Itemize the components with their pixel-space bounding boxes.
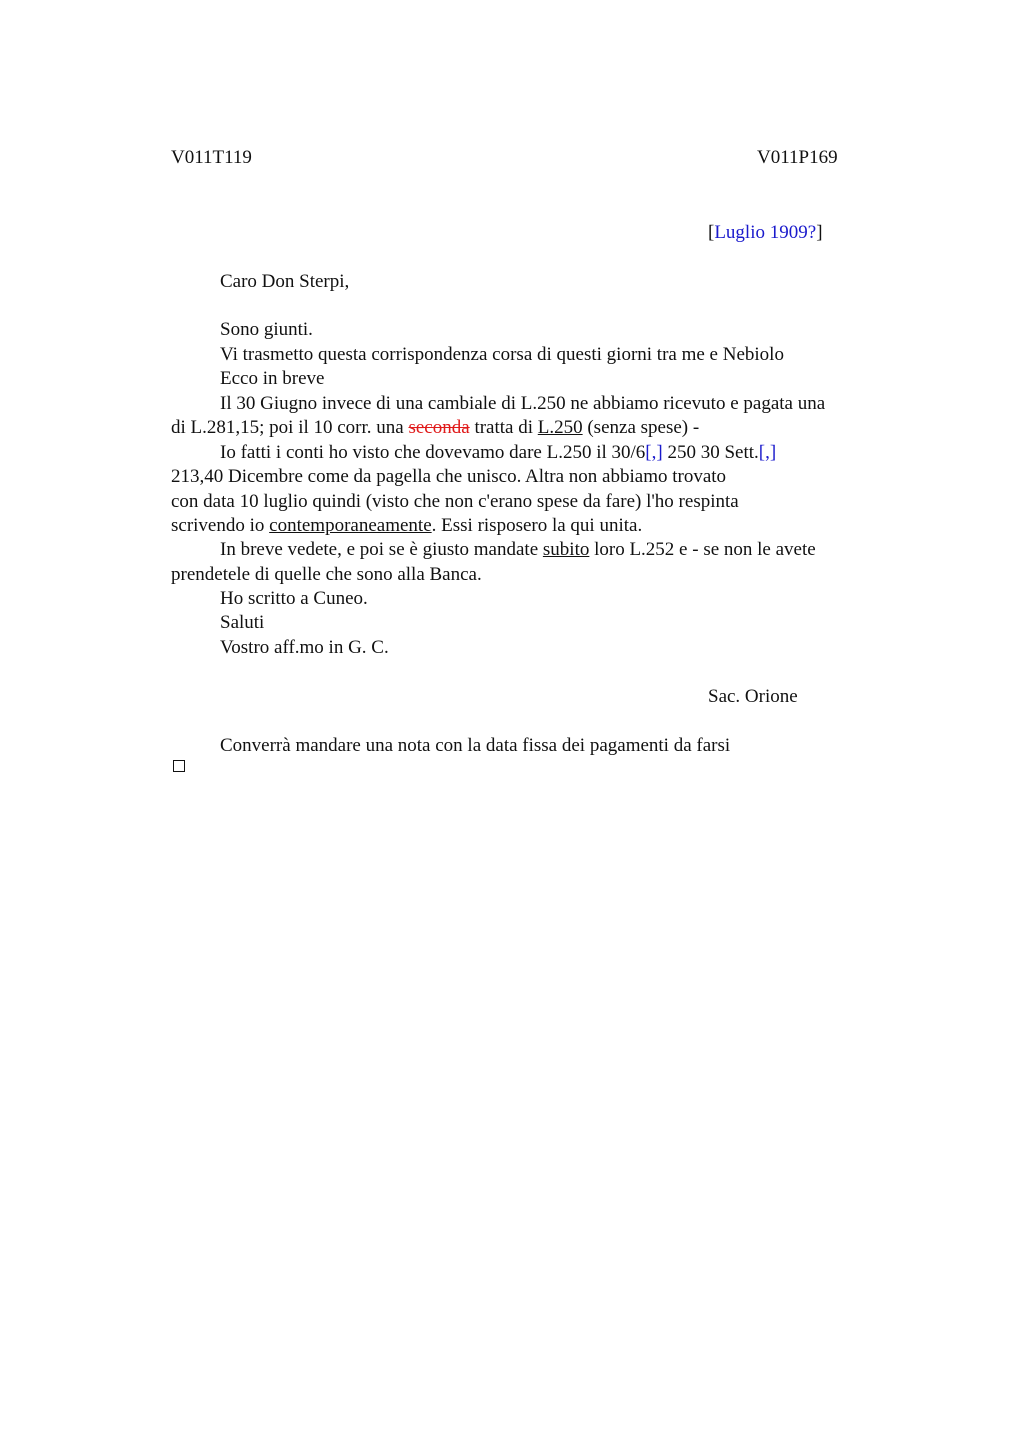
text-span: tratta di xyxy=(469,417,538,438)
editorial-insertion: [,] xyxy=(758,442,777,463)
body-line xyxy=(220,441,776,465)
text-span: di L.281,15; poi il 10 corr. una xyxy=(171,417,409,438)
text-span: (senza spese) - xyxy=(582,417,700,438)
underlined-word: subito xyxy=(542,539,590,560)
editorial-insertion: [,] xyxy=(645,442,663,463)
postscript: Converrà mandare una nota con la data fissa dei pagamenti da farsi xyxy=(220,735,731,756)
greeting: Caro Don Sterpi, xyxy=(220,271,350,292)
letter-date xyxy=(708,221,823,245)
body-line: con data 10 luglio quindi (visto che non c'erano spese da fare) l'ho respinta xyxy=(171,491,739,512)
checkbox-glyph xyxy=(173,760,185,772)
body-line xyxy=(171,514,642,538)
body-line: 213,40 Dicembre come da pagella che unisco. Altra non abbiamo trovato xyxy=(171,466,727,487)
archive-code-left: V011T119 xyxy=(171,147,252,168)
body-line xyxy=(171,416,699,440)
body-line: Il 30 Giugno invece di una cambiale di L.250 ne abbiamo ricevuto e pagata una xyxy=(220,393,826,414)
date-text: Luglio 1909? xyxy=(714,222,817,243)
text-span: Io fatti i conti ho visto che dovevamo dare L.250 il 30/6 xyxy=(220,442,646,463)
archive-code-right: V011P169 xyxy=(757,147,838,168)
body-line: prendetele di quelle che sono alla Banca. xyxy=(171,564,482,585)
closing-formula: Vostro aff.mo in G. C. xyxy=(220,637,389,658)
text-span: loro L.252 e - se non le avete xyxy=(589,539,816,560)
date-close-bracket: ] xyxy=(816,222,823,243)
text-span: scrivendo io xyxy=(171,515,270,536)
body-line xyxy=(220,538,816,562)
body-line: Ecco in breve xyxy=(220,368,325,389)
body-line: Sono giunti. xyxy=(220,319,313,340)
text-span: 250 30 Sett. xyxy=(662,442,759,463)
signature: Sac. Orione xyxy=(708,686,798,707)
text-span: In breve vedete, e poi se è giusto mandate xyxy=(220,539,543,560)
body-line: Vi trasmetto questa corrispondenza corsa di questi giorni tra me e Nebiolo xyxy=(220,344,784,365)
body-line: Ho scritto a Cuneo. xyxy=(220,588,368,609)
text-span: . Essi risposero la qui unita. xyxy=(431,515,643,536)
underlined-word: contemporaneamente xyxy=(269,515,432,536)
closing-salutation: Saluti xyxy=(220,612,265,633)
date-open-bracket: [ xyxy=(708,222,715,243)
deleted-word: seconda xyxy=(408,417,470,438)
underlined-amount: L.250 xyxy=(537,417,583,438)
